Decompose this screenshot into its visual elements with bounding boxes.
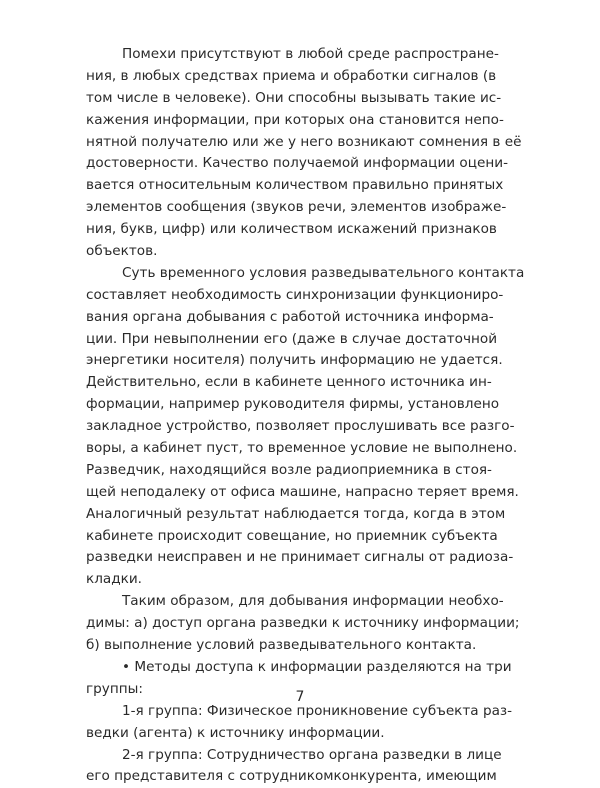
text-line: щей неподалеку от офиса машине, напрасно теряет время. [86, 483, 519, 500]
text-line: том числе в человеке). Они способны вызывать такие ис- [86, 89, 502, 106]
body-text [86, 44, 525, 788]
text-line: Таким образом, для добывания информации необхо- [122, 593, 504, 610]
text-line: воры, а кабинет пуст, то временное условие не выполнено. [86, 440, 518, 457]
text-line: разведки неисправен и не принимает сигналы от радиоза- [86, 549, 514, 566]
text-line: формации, например руководителя фирмы, установлено [86, 396, 500, 413]
text-line: его представителя с сотрудникомконкурента, имеющим [86, 768, 497, 785]
text-line: Разведчик, находящийся возле радиоприемника в стоя- [86, 461, 492, 478]
text-line: элементов сообщения (звуков речи, элементов изображе- [86, 199, 507, 216]
text-line: 2-я группа: Сотрудничество органа разведки в лице [122, 746, 502, 763]
text-line: ния, в любых средствах приема и обработки сигналов (в [86, 67, 497, 84]
text-line: Действительно, если в кабинете ценного источника ин- [86, 374, 492, 391]
text-line: составляет необходимость синхронизации функциониро- [86, 286, 504, 303]
text-line: Помехи присутствуют в любой среде распростране- [122, 46, 499, 62]
text-line: вается относительным количеством правильно принятых [86, 177, 504, 194]
text-line: б) выполнение условий разведывательного контакта. [86, 637, 477, 654]
text-line: кажения информации, при которых она становится непо- [86, 111, 504, 128]
text-line: димы: а) доступ органа разведки к источнику информации; [86, 615, 520, 632]
text-line: кладки. [86, 571, 142, 588]
text-line: 1-я группа: Физическое проникновение субъекта раз- [122, 702, 513, 719]
text-line: объектов. [86, 243, 158, 260]
text-line: ции. При невыполнении его (даже в случае достаточной [86, 330, 498, 347]
text-line: вания органа добывания с работой источника информа- [86, 308, 494, 325]
text-line: нятной получателю или же у него возникают сомнения в её [86, 133, 522, 150]
text-line: закладное устройство, позволяет прослушивать все разго- [86, 418, 515, 435]
text-line: Суть временного условия разведывательного контакта [122, 264, 525, 281]
text-line: Аналогичный результат наблюдается тогда, когда в этом [86, 505, 506, 522]
text-line: ния, букв, цифр) или количеством искажений признаков [86, 221, 497, 238]
text-line: кабинете происходит совещание, но приемник субъекта [86, 527, 498, 544]
text-line: ведки (агента) к источнику информации. [86, 724, 385, 741]
text-line: группы: [86, 680, 143, 697]
text-line: энергетики носителя) получить информацию не удается. [86, 352, 503, 369]
page-number: 7 [295, 689, 305, 705]
text-line: • Методы доступа к информации разделяются на три [122, 658, 512, 675]
text-line: достоверности. Качество получаемой информации оцени- [86, 155, 508, 172]
